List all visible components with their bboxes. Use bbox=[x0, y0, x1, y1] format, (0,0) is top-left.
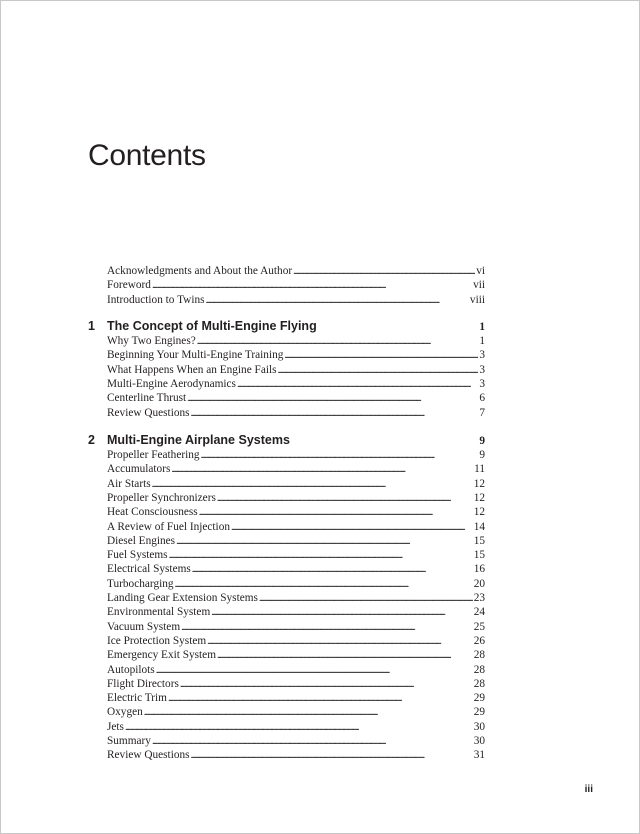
dot-leader bbox=[207, 634, 473, 649]
chapter-page: 9 bbox=[479, 435, 485, 447]
dot-leader bbox=[144, 705, 473, 720]
toc-entry-page: 24 bbox=[473, 606, 485, 619]
dot-leader bbox=[217, 491, 473, 506]
dot-leader bbox=[176, 534, 473, 549]
toc-entry-page: 12 bbox=[473, 506, 485, 519]
dot-leader bbox=[206, 293, 469, 308]
toc-entry-label: Electric Trim bbox=[107, 692, 167, 705]
toc-entry-page: 29 bbox=[473, 706, 485, 719]
toc-entry[interactable] bbox=[107, 705, 485, 719]
toc-entry-page: vii bbox=[473, 279, 485, 292]
toc-entry-page: 12 bbox=[473, 477, 485, 490]
toc-entry[interactable] bbox=[107, 477, 485, 491]
toc-entry[interactable] bbox=[107, 562, 485, 576]
toc-entry-label: What Happens When an Engine Fails bbox=[107, 363, 277, 376]
toc-entry[interactable] bbox=[107, 278, 485, 292]
chapter-number: 2 bbox=[88, 433, 95, 447]
toc-entry[interactable] bbox=[107, 334, 485, 348]
toc-entry-page: vi bbox=[476, 265, 485, 277]
toc-entry-label: Foreword bbox=[107, 279, 151, 292]
toc-entry-label: Electrical Systems bbox=[107, 563, 191, 576]
chapter-title: The Concept of Multi-Engine Flying bbox=[107, 319, 317, 333]
dot-leader bbox=[259, 591, 473, 606]
dot-leader bbox=[180, 677, 473, 692]
toc-entry-page: 3 bbox=[479, 349, 485, 362]
toc-entry-label: Why Two Engines? bbox=[107, 335, 196, 347]
toc-entry[interactable] bbox=[107, 591, 485, 605]
dot-leader bbox=[199, 505, 473, 520]
toc-entry-label: Flight Directors bbox=[107, 677, 179, 690]
toc-entry-label: Review Questions bbox=[107, 749, 190, 762]
toc-entry[interactable] bbox=[107, 348, 485, 362]
dot-leader bbox=[237, 377, 478, 392]
toc-entry[interactable] bbox=[107, 448, 485, 462]
toc-entry-label: Emergency Exit System bbox=[107, 649, 216, 662]
dot-leader bbox=[293, 264, 475, 279]
dot-leader bbox=[169, 548, 473, 563]
toc-entry[interactable] bbox=[107, 648, 485, 662]
toc-entry-label: Introduction to Twins bbox=[107, 293, 205, 306]
toc-entry-label: Landing Gear Extension Systems bbox=[107, 592, 258, 604]
toc-entry-page: 28 bbox=[473, 663, 485, 676]
toc-entry[interactable] bbox=[107, 377, 485, 391]
dot-leader bbox=[278, 363, 479, 378]
toc-entry-label: Beginning Your Multi-Engine Training bbox=[107, 349, 284, 362]
toc-entry-page: 26 bbox=[473, 634, 485, 647]
toc-entry-page: viii bbox=[469, 293, 485, 306]
toc-entry[interactable] bbox=[107, 677, 485, 691]
toc-entry[interactable] bbox=[107, 634, 485, 648]
toc-entry-page: 16 bbox=[473, 563, 485, 576]
chapter-heading[interactable] bbox=[88, 432, 485, 448]
dot-leader bbox=[191, 406, 479, 421]
toc-entry[interactable] bbox=[107, 720, 485, 734]
toc-entry-label: Acknowledgments and About the Author bbox=[107, 265, 293, 277]
toc-entry-label: Environmental System bbox=[107, 606, 211, 619]
chapter-page: 1 bbox=[479, 321, 485, 333]
toc-entry-label: Accumulators bbox=[107, 463, 171, 476]
dot-leader bbox=[168, 691, 473, 706]
toc-entry-label: Review Questions bbox=[107, 406, 190, 419]
toc-entry-page: 6 bbox=[479, 392, 485, 405]
dot-leader bbox=[152, 278, 472, 293]
chapter-number: 1 bbox=[88, 319, 95, 333]
toc-entry-label: Fuel Systems bbox=[107, 549, 168, 562]
dot-leader bbox=[217, 648, 473, 663]
toc-entry-label: Turbocharging bbox=[107, 577, 174, 590]
toc-entry[interactable] bbox=[107, 363, 485, 377]
dot-leader bbox=[231, 520, 473, 535]
toc-entry-label: Diesel Engines bbox=[107, 534, 176, 547]
toc-entry[interactable] bbox=[107, 577, 485, 591]
toc-entry-page: 23 bbox=[473, 592, 485, 604]
toc-entry[interactable] bbox=[107, 293, 485, 307]
toc-entry-label: Oxygen bbox=[107, 706, 143, 719]
chapter-title: Multi-Engine Airplane Systems bbox=[107, 433, 290, 447]
dot-leader bbox=[187, 391, 478, 406]
toc-entry-label: Ice Protection System bbox=[107, 634, 207, 647]
toc-entry[interactable] bbox=[107, 491, 485, 505]
dot-leader bbox=[211, 605, 472, 620]
dot-leader bbox=[171, 462, 473, 477]
toc-entry-page: 28 bbox=[473, 649, 485, 662]
toc-entry-label: Heat Consciousness bbox=[107, 506, 198, 519]
toc-entry-page: 7 bbox=[479, 406, 485, 419]
toc-entry-label: Summary bbox=[107, 735, 151, 747]
toc-entry[interactable] bbox=[107, 620, 485, 634]
toc-entry-page: 14 bbox=[473, 520, 485, 533]
dot-leader bbox=[152, 477, 473, 492]
toc-entry-page: 28 bbox=[473, 677, 485, 690]
toc-entry[interactable] bbox=[107, 406, 485, 420]
dot-leader bbox=[201, 448, 479, 463]
toc-entry-label: Jets bbox=[107, 720, 124, 733]
dot-leader bbox=[175, 577, 473, 592]
toc-entry-label: Centerline Thrust bbox=[107, 392, 187, 405]
toc-entry[interactable] bbox=[107, 534, 485, 548]
toc-entry-label: Propeller Synchronizers bbox=[107, 491, 216, 504]
toc-entry[interactable] bbox=[107, 520, 485, 534]
toc-entry[interactable] bbox=[107, 391, 485, 405]
toc-entry[interactable] bbox=[107, 264, 485, 278]
dot-leader bbox=[156, 663, 473, 678]
dot-leader bbox=[284, 348, 478, 363]
chapter-heading[interactable] bbox=[88, 318, 485, 334]
toc-entry[interactable] bbox=[107, 548, 485, 562]
page-title: Contents bbox=[88, 139, 206, 172]
dot-leader bbox=[152, 734, 473, 749]
toc-entry-page: 15 bbox=[473, 534, 485, 547]
toc-entry-page: 29 bbox=[473, 692, 485, 705]
toc-entry[interactable] bbox=[107, 462, 485, 476]
dot-leader bbox=[125, 720, 473, 735]
toc-entry-page: 11 bbox=[474, 463, 485, 476]
toc-entry-label: Vacuum System bbox=[107, 620, 181, 633]
toc-entry-page: 25 bbox=[473, 620, 485, 633]
toc-entry-page: 15 bbox=[473, 549, 485, 562]
toc-entry-page: 30 bbox=[473, 720, 485, 733]
toc-entry-page: 9 bbox=[479, 449, 485, 461]
dot-leader bbox=[191, 748, 473, 763]
toc-entry[interactable] bbox=[107, 663, 485, 677]
toc-entry[interactable] bbox=[107, 605, 485, 619]
toc-entry[interactable] bbox=[107, 748, 485, 762]
toc-entry-page: 12 bbox=[473, 491, 485, 504]
toc-entry-page: 30 bbox=[473, 735, 485, 747]
toc-entry-label: A Review of Fuel Injection bbox=[107, 520, 230, 533]
toc-entry-label: Propeller Feathering bbox=[107, 449, 200, 461]
toc-entry-label: Autopilots bbox=[107, 663, 155, 676]
toc-entry-page: 3 bbox=[479, 377, 485, 390]
toc-entry-label: Multi-Engine Aerodynamics bbox=[107, 377, 236, 390]
toc-entry-label: Air Starts bbox=[107, 477, 151, 490]
toc-entry-page: 20 bbox=[473, 577, 485, 590]
toc-entry-page: 3 bbox=[479, 363, 485, 376]
toc-entry[interactable] bbox=[107, 691, 485, 705]
dot-leader bbox=[192, 562, 473, 577]
toc-entry[interactable] bbox=[107, 505, 485, 519]
dot-leader bbox=[181, 620, 473, 635]
dot-leader bbox=[197, 334, 479, 349]
toc-entry-page: 31 bbox=[473, 749, 485, 762]
toc-entry[interactable] bbox=[107, 734, 485, 748]
page-number: iii bbox=[584, 784, 593, 795]
toc-entry-page: 1 bbox=[479, 335, 485, 347]
